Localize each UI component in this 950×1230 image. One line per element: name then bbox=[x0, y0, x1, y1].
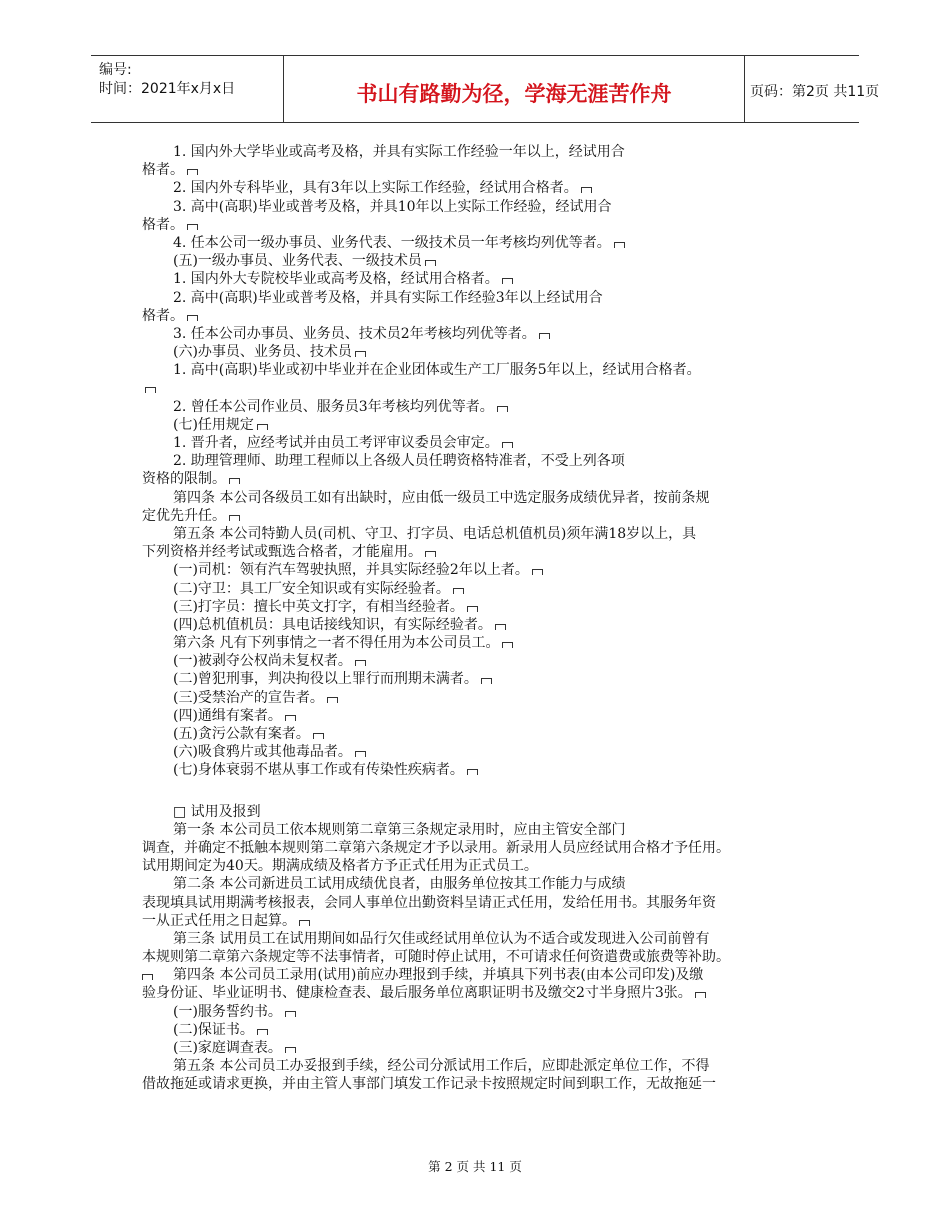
page-header bbox=[91, 55, 880, 123]
line-text: 定优先升任。 bbox=[142, 507, 226, 524]
paragraph-mark-icon bbox=[229, 478, 240, 484]
header-left-cell bbox=[91, 56, 283, 122]
line-text: 第四条 本公司各级员工如有出缺时，应由低一级员工中选定服务成绩优异者，按前条规 bbox=[173, 489, 710, 506]
paragraph-mark-icon bbox=[502, 642, 513, 648]
line-text: 1. 高中(高职)毕业或初中毕业并在企业团体或生产工厂服务5年以上，经试用合格者。 bbox=[173, 362, 701, 379]
paragraph-mark-icon bbox=[145, 387, 156, 393]
line-text: (六)吸食鸦片或其他毒品者。 bbox=[173, 744, 352, 761]
paragraph-mark-icon bbox=[425, 260, 436, 266]
text-line bbox=[142, 489, 814, 507]
paragraph-mark-icon bbox=[355, 751, 366, 757]
text-line bbox=[142, 875, 814, 893]
text-line bbox=[142, 966, 814, 984]
text-line bbox=[142, 821, 814, 839]
paragraph-mark-icon bbox=[695, 992, 706, 998]
text-line bbox=[142, 984, 814, 1002]
document-body bbox=[142, 143, 814, 1094]
line-text: 格者。 bbox=[142, 307, 184, 324]
paragraph-mark-icon bbox=[532, 569, 543, 575]
line-text: (五)贪污公款有案者。 bbox=[173, 726, 310, 742]
line-text: 第四条 本公司员工录用(试用)前应办理报到手续，并填具下列书表(由本公司印发)及缴 bbox=[173, 967, 704, 984]
text-line bbox=[142, 652, 814, 670]
line-text: 第六条 凡有下列事情之一者不得任用为本公司员工。 bbox=[173, 635, 500, 652]
paragraph-mark-icon bbox=[453, 588, 464, 594]
text-line bbox=[142, 803, 814, 821]
text-line bbox=[142, 143, 814, 161]
text-line bbox=[142, 543, 814, 561]
text-line bbox=[142, 252, 814, 270]
text-line bbox=[142, 434, 814, 452]
line-text: 1. 国内外大学毕业或高考及格，并具有实际工作经验一年以上，经试用合 bbox=[173, 144, 625, 160]
line-text: 第五条 本公司特勤人员(司机、守卫、打字员、电话总机值机员)须年满18岁以上，具 bbox=[173, 525, 697, 542]
paragraph-mark-icon bbox=[299, 920, 310, 926]
text-line bbox=[142, 930, 814, 948]
text-line bbox=[142, 707, 814, 725]
text-line bbox=[142, 270, 814, 288]
text-line bbox=[142, 361, 814, 379]
line-text: (五)一级办事员、业务代表、一级技术员 bbox=[173, 253, 422, 270]
line-text: (四)总机值机员：具电话接线知识，有实际经验者。 bbox=[173, 616, 492, 633]
text-line bbox=[142, 379, 814, 397]
text-line bbox=[142, 1075, 814, 1093]
text-line bbox=[142, 452, 814, 470]
paragraph-mark-icon bbox=[355, 660, 366, 666]
line-text: (三)受禁治产的宣告者。 bbox=[173, 689, 324, 706]
paragraph-mark-icon bbox=[285, 1011, 296, 1017]
text-line bbox=[142, 289, 814, 307]
paragraph-mark-icon bbox=[355, 351, 366, 357]
text-line bbox=[142, 470, 814, 488]
paragraph-mark-icon bbox=[257, 1029, 268, 1035]
document-number-label: 编号: bbox=[99, 62, 132, 78]
paragraph-mark-icon bbox=[502, 442, 513, 448]
text-line bbox=[142, 894, 814, 912]
text-line bbox=[142, 912, 814, 930]
paragraph-mark-icon bbox=[187, 315, 198, 321]
line-text: 资格的限制。 bbox=[142, 471, 226, 488]
line-text: 2. 曾任本公司作业员、服务员3年考核均列优等者。 bbox=[173, 398, 494, 415]
line-text: 验身份证、毕业证明书、健康检查表、最后服务单位离职证明书及缴交2寸半身照片3张。 bbox=[142, 985, 692, 1002]
paragraph-mark-icon bbox=[467, 769, 478, 775]
paragraph-mark-icon bbox=[495, 624, 506, 630]
text-line bbox=[142, 198, 814, 216]
line-text: (一)服务誓约书。 bbox=[173, 1003, 282, 1020]
line-text: 一从正式任用之日起算。 bbox=[142, 912, 296, 929]
text-line bbox=[142, 857, 814, 875]
line-text: 第一条 本公司员工依本规则第二章第三条规定录用时，应由主管安全部门 bbox=[173, 821, 626, 838]
text-line bbox=[142, 234, 814, 252]
text-line bbox=[142, 839, 814, 857]
text-line bbox=[142, 634, 814, 652]
line-text: 3. 高中(高职)毕业或普考及格，并具10年以上实际工作经验，经试用合 bbox=[173, 198, 612, 215]
paragraph-mark-icon bbox=[285, 1047, 296, 1053]
blank-line bbox=[142, 780, 814, 803]
text-line bbox=[142, 616, 814, 634]
line-text: 2. 国内外专科毕业，具有3年以上实际工作经验，经试用合格者。 bbox=[173, 180, 578, 197]
text-line bbox=[142, 1057, 814, 1075]
header-page-label: 页码：第2页 共11页 bbox=[750, 84, 880, 100]
line-text: 1. 国内外大专院校毕业或高考及格，经试用合格者。 bbox=[173, 271, 499, 288]
text-line bbox=[142, 689, 814, 707]
text-line bbox=[142, 161, 814, 179]
line-text: 下列资格并经考试或甄选合格者，才能雇用。 bbox=[142, 544, 422, 561]
document-date-label: 时间：2021年x月x日 bbox=[99, 81, 236, 97]
text-line bbox=[142, 1003, 814, 1021]
text-line bbox=[142, 580, 814, 598]
line-text: 第二条 本公司新进员工试用成绩优良者，由服务单位按其工作能力与成绩 bbox=[173, 876, 626, 893]
paragraph-mark-icon bbox=[502, 278, 513, 284]
header-right-cell bbox=[744, 56, 880, 122]
paragraph-mark-icon bbox=[229, 515, 240, 521]
line-text: (六)办事员、业务员、技术员 bbox=[173, 344, 352, 361]
line-text: 1. 晋升者，应经考试并由员工考评审议委员会审定。 bbox=[173, 435, 499, 451]
paragraph-mark-icon bbox=[142, 974, 153, 980]
line-text: 借故拖延或请求更换，并由主管人事部门填发工作记录卡按照规定时间到职工作，无故拖延一 bbox=[142, 1076, 716, 1093]
text-line bbox=[142, 525, 814, 543]
line-text: (一)被剥夺公权尚未复权者。 bbox=[173, 653, 352, 670]
text-line bbox=[142, 216, 814, 234]
line-text: 表现填具试用期满考核报表，会同人事单位出勤资料呈请正式任用，发给任用书。其服务年资 bbox=[142, 894, 716, 911]
line-text: 第五条 本公司员工办妥报到手续，经公司分派试用工作后，应即赴派定单位工作，不得 bbox=[173, 1058, 710, 1075]
paragraph-mark-icon bbox=[581, 187, 592, 193]
text-line bbox=[142, 416, 814, 434]
line-text: 3. 任本公司办事员、业务员、技术员2年考核均列优等者。 bbox=[173, 325, 536, 342]
line-text: (二)曾犯刑事，判决拘役以上罪行而刑期未满者。 bbox=[173, 671, 478, 688]
line-text: 第三条 试用员工在试用期间如品行欠佳或经试用单位认为不适合或发现进入公司前曾有 bbox=[173, 930, 710, 947]
line-text: 格者。 bbox=[142, 216, 184, 233]
header-center-cell bbox=[283, 56, 745, 122]
line-text: 2. 高中(高职)毕业或普考及格，并具有实际工作经验3年以上经试用合 bbox=[173, 289, 603, 306]
line-text: (三)家庭调查表。 bbox=[173, 1040, 282, 1056]
line-text: 格者。 bbox=[142, 162, 184, 179]
text-line bbox=[142, 325, 814, 343]
text-line bbox=[142, 761, 814, 779]
text-line bbox=[142, 743, 814, 761]
text-line bbox=[142, 670, 814, 688]
text-line bbox=[142, 398, 814, 416]
paragraph-mark-icon bbox=[285, 715, 296, 721]
line-text: (七)任用规定 bbox=[173, 416, 254, 433]
paragraph-mark-icon bbox=[481, 678, 492, 684]
paragraph-mark-icon bbox=[539, 333, 550, 339]
text-line bbox=[142, 1021, 814, 1039]
line-text: (四)通缉有案者。 bbox=[173, 707, 282, 724]
text-line bbox=[142, 343, 814, 361]
line-text: (三)打字员：擅长中英文打字，有相当经验者。 bbox=[173, 598, 464, 615]
line-text: 4. 任本公司一级办事员、业务代表、一级技术员一年考核均列优等者。 bbox=[173, 234, 611, 251]
paragraph-mark-icon bbox=[327, 697, 338, 703]
line-text: (二)保证书。 bbox=[173, 1021, 254, 1038]
text-line bbox=[142, 307, 814, 325]
paragraph-mark-icon bbox=[425, 551, 436, 557]
line-text: □ 试用及报到 bbox=[173, 803, 261, 820]
text-line bbox=[142, 598, 814, 616]
paragraph-mark-icon bbox=[187, 169, 198, 175]
paragraph-mark-icon bbox=[497, 406, 508, 412]
paragraph-mark-icon bbox=[257, 424, 268, 430]
line-text: (七)身体衰弱不堪从事工作或有传染性疾病者。 bbox=[173, 762, 464, 779]
text-line bbox=[142, 507, 814, 525]
line-text: 调查，并确定不抵触本规则第二章第六条规定才予以录用。新录用人员应经试用合格才予任用。 bbox=[142, 839, 730, 856]
paragraph-mark-icon bbox=[187, 224, 198, 230]
page-footer: 第 2 页 共 11 页 bbox=[428, 1159, 522, 1174]
text-line bbox=[142, 725, 814, 743]
header-motto: 书山有路勤为径，学海无涯苦作舟 bbox=[356, 82, 672, 106]
text-line bbox=[142, 1039, 814, 1057]
paragraph-mark-icon bbox=[614, 242, 625, 248]
paragraph-mark-icon bbox=[467, 606, 478, 612]
line-text: 试用期间定为40天。期满成绩及格者方予正式任用为正式员工。 bbox=[142, 858, 538, 875]
text-line bbox=[142, 948, 814, 966]
text-line bbox=[142, 179, 814, 197]
paragraph-mark-icon bbox=[313, 733, 324, 739]
line-text: (二)守卫：具工厂安全知识或有实际经验者。 bbox=[173, 580, 450, 597]
line-text: (一)司机：领有汽车驾驶执照，并具实际经验2年以上者。 bbox=[173, 562, 529, 579]
line-text: 本规则第二章第六条规定等不法事情者，可随时停止试用，不可请求任何资遣费或旅费等补助。 bbox=[142, 949, 730, 966]
line-text: 2. 助理管理师、助理工程师以上各级人员任聘资格特准者，不受上列各项 bbox=[173, 453, 625, 470]
text-line bbox=[142, 561, 814, 579]
